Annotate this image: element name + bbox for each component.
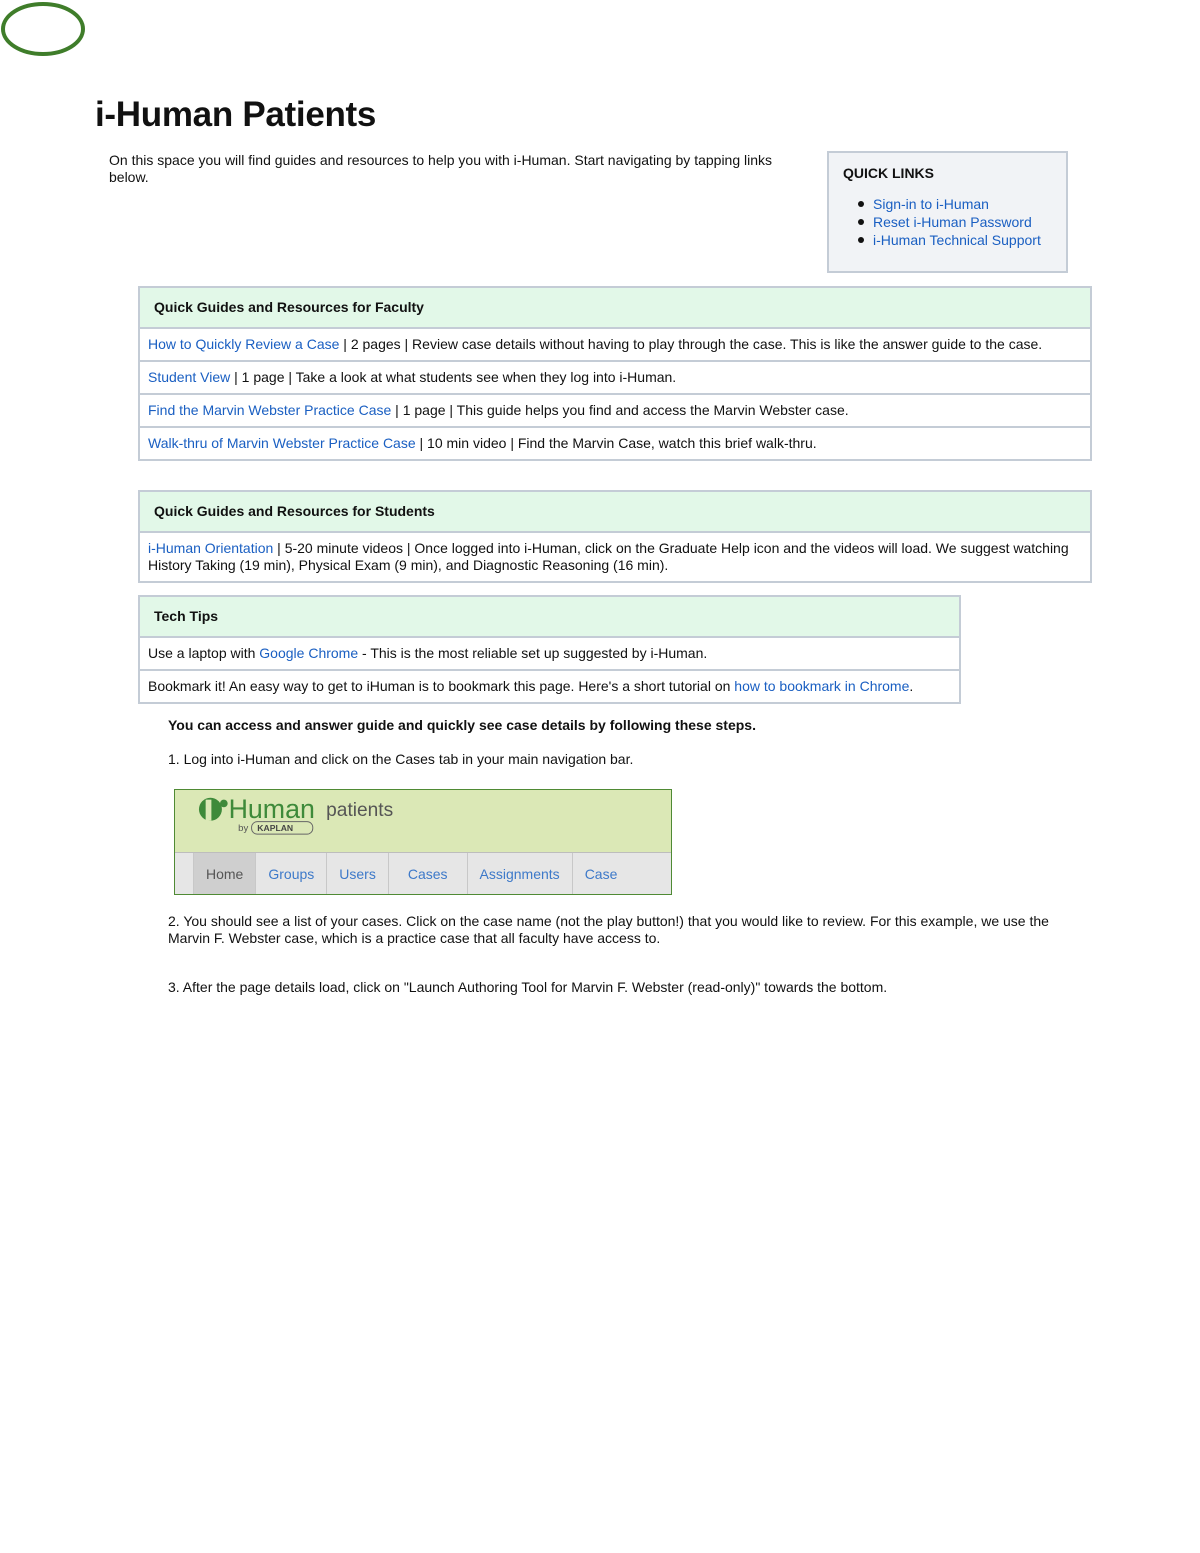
- tech-support-link[interactable]: i-Human Technical Support: [873, 232, 1041, 248]
- row-description: | 1 page | Take a look at what students see when they log into i-Human.: [230, 369, 677, 385]
- table-row: [139, 394, 1091, 427]
- cases-highlight-circle: [0, 0, 86, 58]
- quick-links-box: [827, 151, 1068, 273]
- screenshot-tab-cases: Cases: [389, 853, 468, 895]
- students-table-header: Quick Guides and Resources for Students: [139, 491, 1091, 532]
- page-title: i-Human Patients: [95, 95, 377, 134]
- screenshot-tab-groups: Groups: [256, 853, 327, 895]
- quick-link-item: [861, 231, 1052, 249]
- tech-tips-header: Tech Tips: [139, 596, 960, 637]
- row-description: | 5-20 minute videos | Once logged into i-Human, click on the Graduate Help icon and the videos will load. We suggest watching History Taking (19 min), Physical Exam (9 min), and Diagnostic Reasoning (16 min).: [148, 540, 1069, 573]
- quick-link-item: [861, 195, 1052, 213]
- row-description: | 1 page | This guide helps you find and access the Marvin Webster case.: [391, 402, 849, 418]
- table-row: [139, 637, 960, 670]
- ihuman-logo: [193, 792, 423, 836]
- bookmark-chrome-link[interactable]: how to bookmark in Chrome: [734, 678, 910, 694]
- screenshot-tab-users: Users: [327, 853, 389, 895]
- step-3: 3. After the page details load, click on "Launch Authoring Tool for Marvin F. Webster (read-only)" towards the bottom.: [168, 979, 888, 995]
- google-chrome-link[interactable]: Google Chrome: [259, 645, 359, 661]
- row-description: | 10 min video | Find the Marvin Case, watch this brief walk-thru.: [415, 435, 817, 451]
- row-text: - This is the most reliable set up suggested by i-Human.: [358, 645, 708, 661]
- faculty-table-header: Quick Guides and Resources for Faculty: [139, 287, 1091, 328]
- quick-links-list: [843, 195, 1052, 249]
- review-case-link[interactable]: How to Quickly Review a Case: [148, 336, 340, 352]
- logo-human-text: Human: [228, 793, 315, 824]
- quick-links-title: QUICK LINKS: [843, 165, 934, 181]
- tech-tips-table: [138, 595, 961, 704]
- quick-link-item: [861, 213, 1052, 231]
- table-row: [139, 427, 1091, 460]
- intro-text: On this space you will find guides and resources to help you with i-Human. Start navigating by tapping links below.: [109, 152, 773, 185]
- logo-by-text: by: [238, 823, 249, 835]
- screenshot-tab-home: Home: [193, 853, 256, 895]
- screenshot-tab-assignments: Assignments: [468, 853, 573, 895]
- row-text: Bookmark it! An easy way to get to iHuman is to bookmark this page. Here's a short tutorial on: [148, 678, 735, 694]
- faculty-resources-table: [138, 286, 1092, 461]
- table-row: [139, 670, 960, 703]
- step-1: 1. Log into i-Human and click on the Cases tab in your main navigation bar.: [168, 751, 634, 767]
- student-view-link[interactable]: Student View: [148, 369, 231, 385]
- screenshot-nav-bar: [175, 852, 671, 895]
- orientation-link[interactable]: i-Human Orientation: [148, 540, 274, 556]
- screenshot-tab-case-attempts: Case: [584, 866, 618, 882]
- ihuman-nav-screenshot: [174, 789, 672, 895]
- steps-heading: You can access and answer guide and quickly see case details by following these steps.: [168, 717, 756, 733]
- logo-patients-text: patients: [326, 799, 394, 821]
- students-resources-table: [138, 490, 1092, 583]
- row-text: Use a laptop with: [148, 645, 260, 661]
- find-marvin-link[interactable]: Find the Marvin Webster Practice Case: [148, 402, 392, 418]
- walkthru-marvin-link[interactable]: Walk-thru of Marvin Webster Practice Case: [148, 435, 416, 451]
- table-row: [139, 532, 1091, 582]
- step-2: 2. You should see a list of your cases. Click on the case name (not the play button!) that you would like to review. For this example, we use the Marvin F. Webster case, which is a practice case that all faculty have access to.: [168, 913, 1049, 946]
- table-row: [139, 361, 1091, 394]
- reset-password-link[interactable]: Reset i-Human Password: [873, 214, 1032, 230]
- row-text: .: [909, 678, 914, 694]
- row-description: | 2 pages | Review case details without having to play through the case. This is like the answer guide to the case.: [339, 336, 1043, 352]
- table-row: [139, 328, 1091, 361]
- logo-kaplan-text: KAPLAN: [257, 823, 294, 834]
- sign-in-link[interactable]: Sign-in to i-Human: [873, 196, 989, 212]
